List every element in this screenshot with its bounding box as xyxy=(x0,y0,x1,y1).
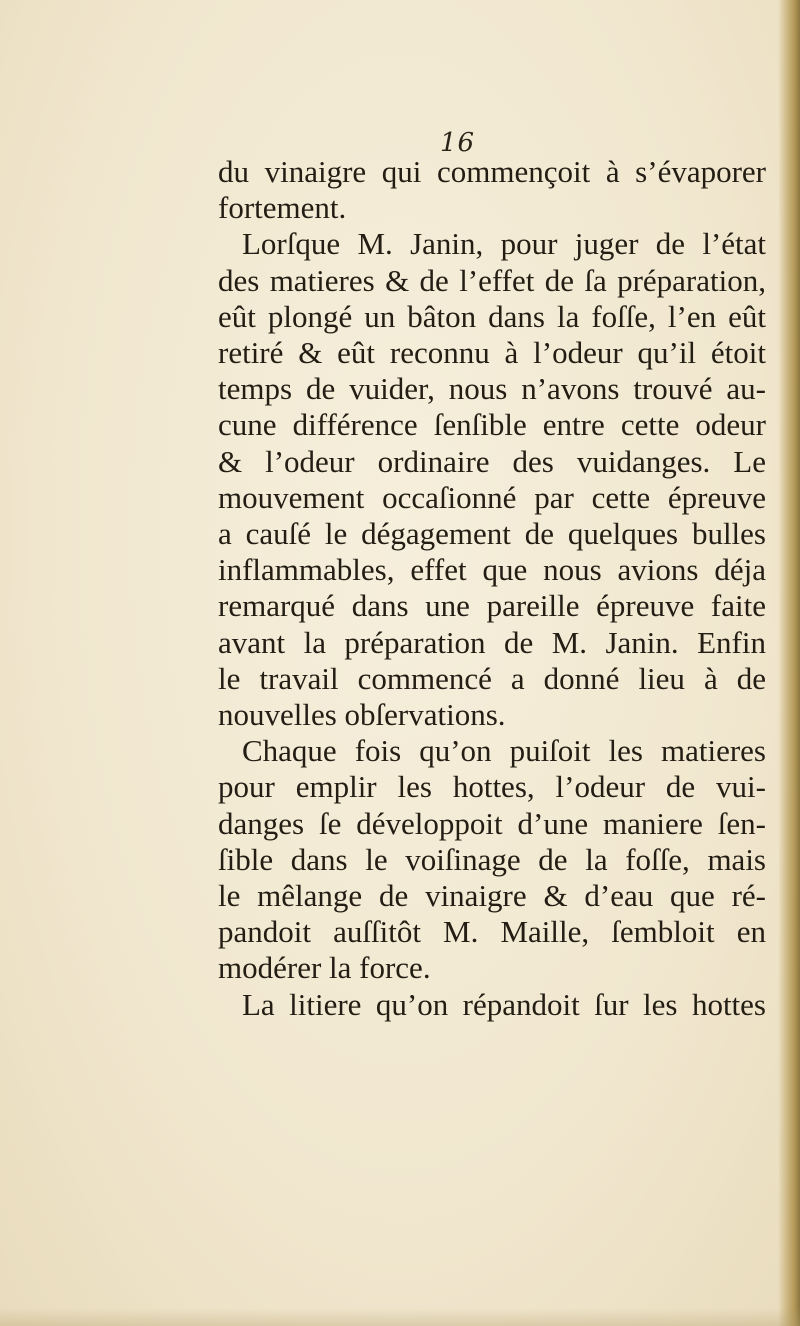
text-line: eût plongé un bâton dans la foſſe, l’en eût xyxy=(218,298,766,334)
text-line: du vinaigre qui commençoit à s’évaporer xyxy=(218,154,766,189)
text-line: remarqué dans une pareille épreuve faite xyxy=(218,588,766,624)
text-line: le mêlange de vinaigre & d’eau que ré- xyxy=(218,878,766,914)
text-line: & l’odeur ordinaire des vuidanges. Le xyxy=(218,443,766,479)
text-line: nouvelles obſervations. xyxy=(218,697,506,733)
text-line: le travail commencé a donné lieu à de xyxy=(218,660,766,696)
text-line: fortement. xyxy=(218,190,347,226)
text-line: inflammables, effet que nous avions déja xyxy=(218,552,766,588)
page-number: 16 xyxy=(440,128,476,158)
text-line: des matieres & de l’effet de ſa préparation, xyxy=(218,262,766,298)
text-line: cune différence ſenſible entre cette odeur xyxy=(218,407,766,443)
text-line: retiré & eût reconnu à l’odeur qu’il étoit xyxy=(218,335,766,371)
text-line: pandoit auſſitôt M. Maille, ſembloit en xyxy=(218,914,766,950)
text-line: mouvement occaſionné par cette épreuve xyxy=(218,479,766,515)
text-line: ſible dans le voiſinage de la foſſe, mais xyxy=(218,841,766,877)
text-line: pour emplir les hottes, l’odeur de vui- xyxy=(218,769,766,805)
text-line: Lorſque M. Janin, pour juger de l’état xyxy=(242,226,766,262)
text-line: modérer la force. xyxy=(218,950,431,986)
text-line: a cauſé le dégagement de quelques bulles xyxy=(218,516,766,552)
text-line: La litiere qu’on répandoit ſur les hottes xyxy=(242,986,766,1022)
page-bottom-shadow xyxy=(0,1308,800,1326)
text-line: Chaque fois qu’on puiſoit les matieres xyxy=(242,733,766,769)
page-edge-shadow xyxy=(778,0,800,1326)
body-text xyxy=(218,154,766,1023)
text-line: avant la préparation de M. Janin. Enfin xyxy=(218,624,766,660)
text-line: temps de vuider, nous n’avons trouvé au- xyxy=(218,371,766,407)
text-line: danges ſe développoit d’une maniere ſen- xyxy=(218,805,766,841)
